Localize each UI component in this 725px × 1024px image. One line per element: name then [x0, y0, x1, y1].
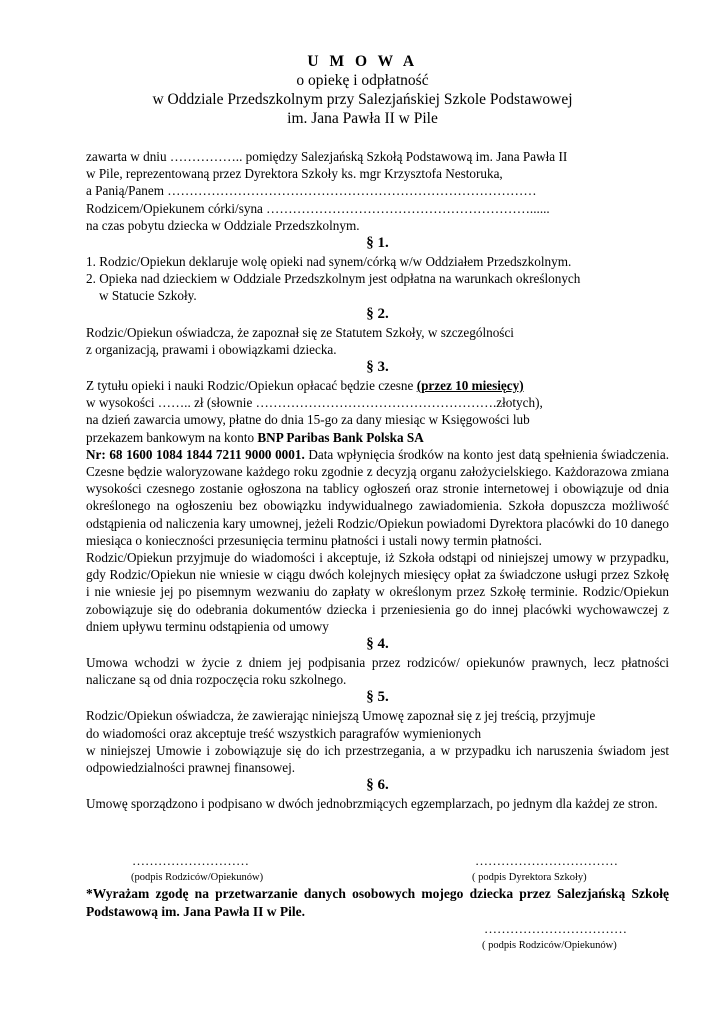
subtitle-line-2: w Oddziale Przedszkolnym przy Salezjańskiej Szkole Podstawowej: [152, 91, 573, 108]
intro-line: a Panią/Panem …………………………………………………………………………: [86, 183, 537, 199]
consent-signature-label: ( podpis Rodziców/Opiekunów): [482, 940, 617, 951]
section-3-line-amount: w wysokości …….. zł (słownie ……………………………………………….złotych),: [86, 395, 543, 411]
subtitle-line-1: o opiekę i odpłatność: [296, 72, 429, 89]
director-signature-line: ……………………………: [475, 853, 618, 868]
section-5-line: do wiadomości oraz akceptuje treść wszystkich paragrafów wymienionych: [86, 725, 482, 741]
section-4-paragraph: Umowa wchodzi w życie z dniem jej podpisania przez rodziców/ opiekunów prawnych, lecz płatności naliczane są od dnia rozpoczęcia roku szkolnego.: [86, 655, 669, 688]
section-5-paragraph: w niniejszej Umowie i zobowiązuje się do ich przestrzegania, a w przypadku ich naruszenia świadom jest odpowiedzialności prawnej finansowej.: [86, 742, 669, 776]
section-3-paragraph: [86, 446, 669, 549]
intro-line: zawarta w dniu …………….. pomiędzy Salezjańską Szkołą Podstawową im. Jana Pawła II: [86, 149, 568, 164]
section-2-heading: § 2.: [366, 305, 389, 322]
director-signature-label: ( podpis Dyrektora Szkoły): [472, 872, 587, 883]
data-processing-consent: *Wyrażam zgodę na przetwarzanie danych osobowych mojego dziecka przez Salezjańską Szkołę Podstawową im. Jana Pawła II w Pile.: [86, 886, 669, 919]
section-4-heading: § 4.: [366, 636, 389, 653]
section-2-line: Rodzic/Opiekun oświadcza, że zapoznał się ze Statutem Szkoły, w szczególności: [86, 324, 514, 340]
intro-line: na czas pobytu dziecka w Oddziale Przedszkolnym.: [86, 217, 360, 233]
payment-terms: Data wpłynięcia środków na konto jest datą spełnienia świadczenia. Czesne będzie waloryzowane każdego roku zgodnie z decyzją organu założycielskiego. Każdorazowa zmiana wysokości czesnego zostanie ogłoszona na tablicy ogłoszeń oraz stronie internetowej i obowiązuje od dnia określonego na ogłoszeniu bez obowiązku indywidualnego zawiadomienia. Szkoła dopuszcza możliwość odstąpienia od naliczenia kary umownej, jeżeli Rodzic/Opiekun powiadomi Dyrektora placówki do 10 danego miesiąca o konieczności przesunięcia terminu płatności i ustali nowy termin płatności.: [86, 446, 669, 548]
account-number: Nr: 68 1600 1084 1844 7211 9000 0001.: [86, 446, 305, 462]
section-1-point-2: 2. Opieka nad dzieckiem w Oddziale Przedszkolnym jest odpłatna na warunkach określonych: [86, 271, 581, 287]
section-3-line-bank: [86, 429, 669, 446]
parent-signature-label: (podpis Rodziców/Opiekunów): [131, 872, 264, 883]
section-1-heading: § 1.: [366, 235, 389, 252]
fee-text: Z tytułu opieki i nauki Rodzic/Opiekun opłacać będzie czesne: [86, 378, 417, 394]
fee-period: (przez 10 miesięcy): [416, 378, 524, 394]
section-1-point-2-cont: w Statucie Szkoły.: [99, 288, 197, 304]
section-5-line: Rodzic/Opiekun oświadcza, że zawierając niniejszą Umowę zapoznał się z jej treścią, przyjmuje: [86, 708, 596, 724]
bank-text: przekazem bankowym na konto: [86, 429, 258, 445]
intro-line: Rodzicem/Opiekunem córki/syna ……………………………………………………......: [86, 200, 550, 216]
section-1-point-1: 1. Rodzic/Opiekun deklaruje wolę opieki nad synem/córką w/w Oddziałem Przedszkolnym.: [86, 254, 572, 270]
section-5-heading: § 5.: [366, 689, 389, 706]
bank-name: BNP Paribas Bank Polska SA: [257, 429, 424, 445]
intro-line: w Pile, reprezentowaną przez Dyrektora Szkoły ks. mgr Krzysztofa Nestoruka,: [86, 166, 503, 182]
section-3-line-fee: [86, 377, 669, 394]
consent-signature-line: ……………………………: [484, 921, 627, 936]
section-6-heading: § 6.: [366, 777, 389, 794]
section-3-line-due: na dzień zawarcia umowy, płatne do dnia 15-go za dany miesiąc w Księgowości lub: [86, 412, 530, 428]
section-3-termination: Rodzic/Opiekun przyjmuje do wiadomości i akceptuje, iż Szkoła odstąpi od niniejszej umowy w przypadku, gdy Rodzic/Opiekun nie wniesie w ciągu dwóch kolejnych miesięcy opłat za świadczone usługi przez Szkołę i nie wniesie jej po pisemnym wezwaniu do zapłaty w określonym przez Szkołę terminie. Rodzic/Opiekun zobowiązuje się do odebrania dokumentów dziecka i przeniesienia go do innej placówki wychowawczej z dniem upływu terminu odstąpienia od umowy: [86, 550, 669, 634]
section-3-heading: § 3.: [366, 359, 389, 376]
section-6-paragraph: Umowę sporządzono i podpisano w dwóch jednobrzmiących egzemplarzach, po jednym dla każdej ze stron.: [86, 796, 658, 812]
document-title: U M O W A: [307, 53, 418, 70]
contract-body: [86, 148, 669, 813]
parent-signature-line: ………………………: [132, 853, 249, 868]
subtitle-line-3: im. Jana Pawła II w Pile: [287, 110, 438, 127]
section-2-line: z organizacją, prawami i obowiązkami dziecka.: [86, 341, 337, 357]
